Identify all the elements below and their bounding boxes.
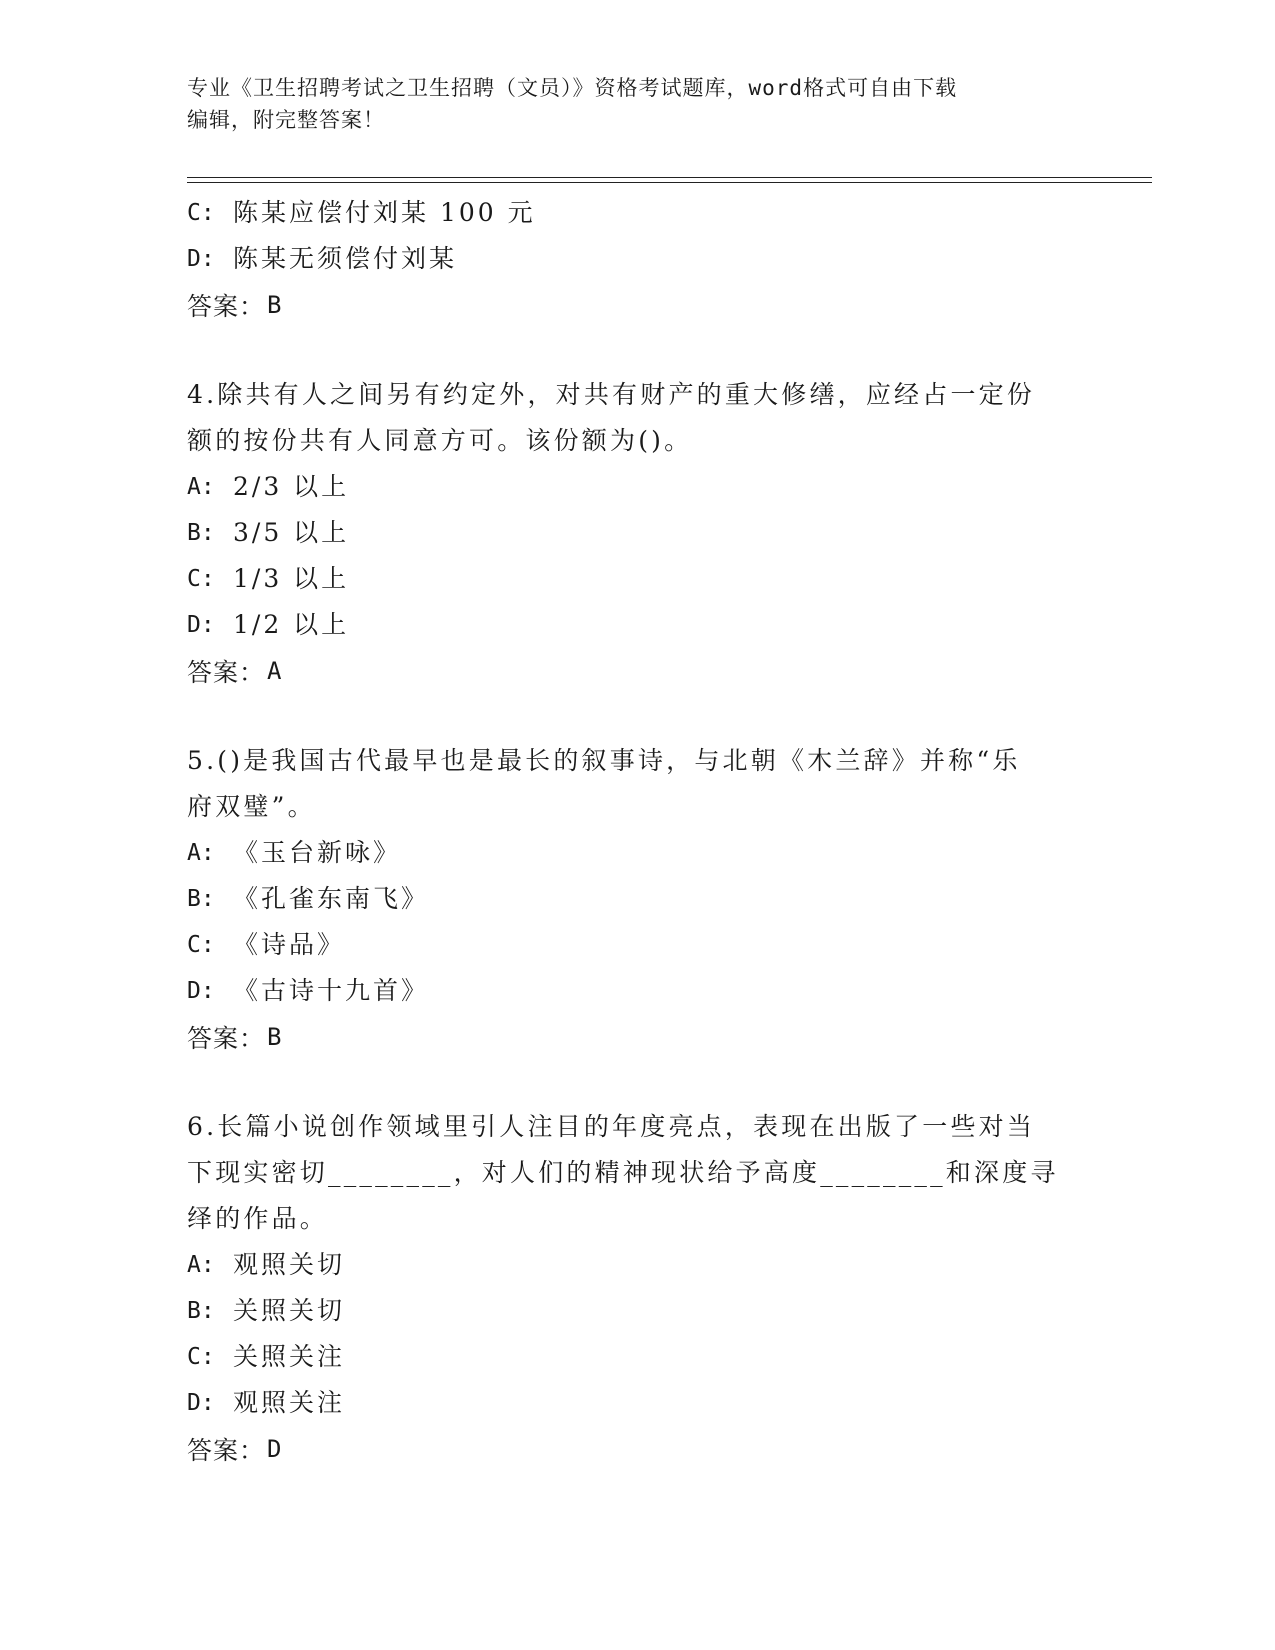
- header-rule-bottom: [187, 182, 1152, 183]
- option-text: 观照关切: [233, 1250, 346, 1279]
- option-text: 3/5 以上: [233, 518, 350, 547]
- question-stem: [187, 372, 1067, 464]
- option-key: A:: [187, 474, 215, 500]
- question-stem: [187, 738, 1067, 830]
- option-text: 《诗品》: [233, 930, 346, 959]
- option-key: A:: [187, 840, 215, 866]
- option-text: 关照关注: [233, 1342, 346, 1371]
- question-list: [187, 190, 1067, 1472]
- option-key: C:: [187, 932, 215, 958]
- option-key: C:: [187, 566, 215, 592]
- option-c: [187, 1334, 1067, 1380]
- option-text: 《孔雀东南飞》: [233, 884, 430, 913]
- option-text: 2/3 以上: [233, 472, 350, 501]
- option-text: 《玉台新咏》: [233, 838, 402, 867]
- option-text: 1/3 以上: [233, 564, 350, 593]
- option-c: [187, 922, 1067, 968]
- answer-line: [187, 1014, 1067, 1060]
- option-b: [187, 510, 1067, 556]
- option-text: 陈某应偿付刘某 100 元: [233, 198, 536, 227]
- option-key: B:: [187, 886, 215, 912]
- stem-line: 下现实密切________，对人们的精神现状给予高度________和深度寻: [187, 1158, 1059, 1187]
- answer-label: 答案：: [187, 658, 266, 687]
- answer-line: [187, 648, 1067, 694]
- option-a: [187, 1242, 1067, 1288]
- question-stem: [187, 1104, 1067, 1242]
- question-5: [187, 738, 1067, 1060]
- option-c: [187, 556, 1067, 602]
- answer-label: 答案：: [187, 292, 266, 321]
- option-d: [187, 968, 1067, 1014]
- answer-line: [187, 282, 1067, 328]
- option-text: 关照关切: [233, 1296, 346, 1325]
- option-key: D:: [187, 246, 215, 272]
- option-key: C:: [187, 1344, 215, 1370]
- option-c: [187, 190, 1067, 236]
- option-text: 观照关注: [233, 1388, 346, 1417]
- option-key: C:: [187, 200, 215, 226]
- option-key: B:: [187, 520, 215, 546]
- stem-line: 额的按份共有人同意方可。该份额为()。: [187, 426, 693, 455]
- header-line-1: 专业《卫生招聘考试之卫生招聘（文员）》资格考试题库，word格式可自由下载: [187, 76, 958, 100]
- option-key: A:: [187, 1252, 215, 1278]
- option-text: 1/2 以上: [233, 610, 350, 639]
- option-d: [187, 602, 1067, 648]
- option-text: 陈某无须偿付刘某: [233, 244, 458, 273]
- option-b: [187, 876, 1067, 922]
- option-a: [187, 830, 1067, 876]
- stem-line: 府双璧”。: [187, 792, 316, 821]
- option-a: [187, 464, 1067, 510]
- answer-value: D: [267, 1435, 283, 1463]
- option-d: [187, 1380, 1067, 1426]
- option-d: [187, 236, 1067, 282]
- answer-label: 答案：: [187, 1436, 266, 1465]
- document-header: [187, 72, 1067, 136]
- question-4: [187, 372, 1067, 694]
- header-rule-top: [187, 177, 1152, 178]
- answer-value: B: [267, 1023, 283, 1051]
- stem-line: 4.除共有人之间另有约定外，对共有财产的重大修缮，应经占一定份: [187, 380, 1036, 409]
- option-key: D:: [187, 978, 215, 1004]
- stem-line: 5.()是我国古代最早也是最长的叙事诗，与北朝《木兰辞》并称“乐: [187, 746, 1021, 775]
- question-6: [187, 1104, 1067, 1472]
- option-key: B:: [187, 1298, 215, 1324]
- option-key: D:: [187, 612, 215, 638]
- option-text: 《古诗十九首》: [233, 976, 430, 1005]
- option-b: [187, 1288, 1067, 1334]
- answer-line: [187, 1426, 1067, 1472]
- answer-value: B: [267, 291, 283, 319]
- question-3-tail: [187, 190, 1067, 328]
- header-line-2: 编辑，附完整答案！: [187, 108, 385, 132]
- option-key: D:: [187, 1390, 215, 1416]
- answer-label: 答案：: [187, 1024, 266, 1053]
- answer-value: A: [267, 657, 283, 685]
- stem-line: 6.长篇小说创作领域里引人注目的年度亮点，表现在出版了一些对当: [187, 1112, 1036, 1141]
- stem-line: 绎的作品。: [187, 1204, 329, 1233]
